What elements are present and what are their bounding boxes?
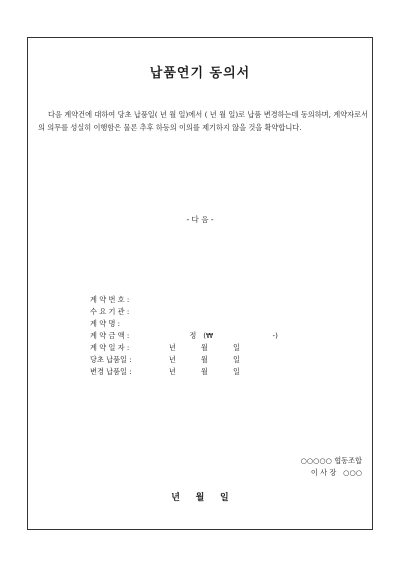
signature-date: 년 월 일 xyxy=(171,493,229,503)
agreement-paragraph-text: 다음 계약건에 대하여 당초 납품일( 년 월 일)에서 ( 년 월 일)로 납품 변경하는데 동의하며, 계약자로서의 의무를 성실히 이행함은 물론 추후 하등의 이의를 제기하지 않을 것을 확약합니다. xyxy=(38,110,368,132)
field-value: 정 (₩ -) xyxy=(146,331,278,340)
field-row-changed-delivery-date xyxy=(90,366,240,378)
field-row-contract-number xyxy=(90,294,146,306)
document-title: 납품연기 동의서 xyxy=(149,66,251,81)
contract-field-list xyxy=(90,294,278,378)
agreement-paragraph xyxy=(38,108,368,134)
signer-organization: ○○○○○ 협동조합 xyxy=(300,456,362,465)
field-row-original-delivery-date xyxy=(90,354,240,366)
field-row-contract-amount xyxy=(90,330,278,342)
field-row-contract-name xyxy=(90,318,146,330)
field-value: 년 월 일 xyxy=(146,367,240,376)
field-value: 년 월 일 xyxy=(146,343,240,352)
field-label: 계 약 명 : xyxy=(90,319,121,328)
field-label: 계 약 일 자 : xyxy=(90,343,130,352)
field-row-contract-date xyxy=(90,342,240,354)
field-label: 계 약 번 호 : xyxy=(90,295,130,304)
section-heading: - 다 음 - xyxy=(186,215,214,224)
field-value: 년 월 일 xyxy=(146,355,240,364)
signer-block xyxy=(301,455,362,479)
signer-name: 이 사 장 ○○○ xyxy=(310,468,362,477)
field-label: 수 요 기 관 : xyxy=(90,307,130,316)
field-label: 변경 납품일 : xyxy=(90,367,132,376)
field-row-demand-agency xyxy=(90,306,146,318)
field-label: 당초 납품일 : xyxy=(90,355,132,364)
field-label: 계 약 금 액 : xyxy=(90,331,130,340)
